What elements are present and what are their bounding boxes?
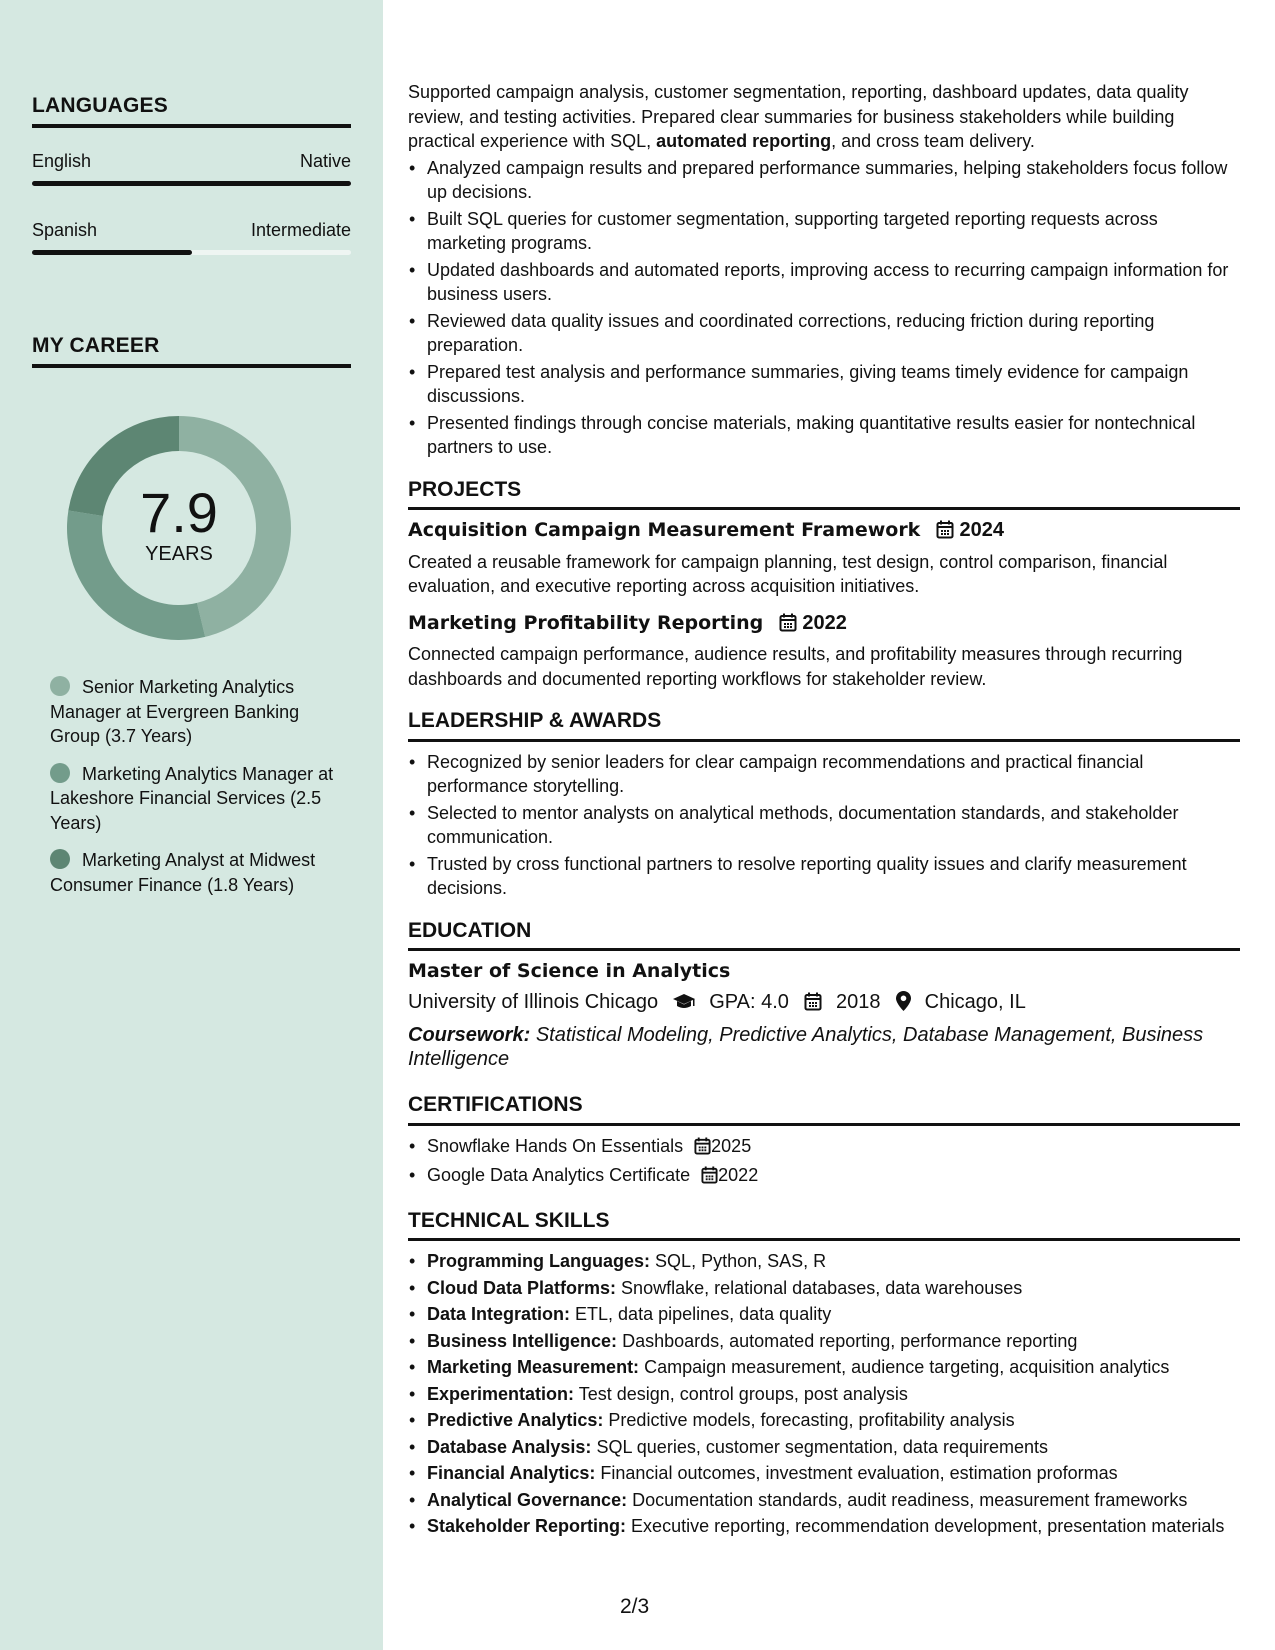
career-item [50,762,340,836]
project-name: Marketing Profitability Reporting [408,611,764,634]
language-bar [32,250,351,255]
skill-label: Programming Languages: [427,1251,651,1271]
career-donut-chart [66,415,292,641]
skill-item [408,1514,1240,1539]
skill-value: Financial outcomes, investment evaluation, estimation proformas [600,1463,1118,1483]
location-pin-icon [896,991,911,1018]
calendar-icon [701,1166,718,1191]
education-gpa: GPA: 4.0 [709,990,789,1013]
language-bar [32,181,351,186]
cert-name: Snowflake Hands On Essentials [427,1135,684,1156]
project-name: Acquisition Campaign Measurement Framework [408,519,921,541]
list-item: • Recognized by senior leaders for clear campaign recommendations and practical financial performance storytelling. [408,750,1240,799]
language-item-spanish [32,220,351,255]
skill-item [408,1249,1240,1274]
graduation-cap-icon [672,993,696,1018]
experience-summary [408,80,1240,154]
language-name: Spanish [32,220,98,240]
project-desc: Connected campaign performance, audience results, and profitability measures through recurring dashboards and documented reporting workflows for stakeholder review. [408,644,1183,689]
calendar-icon [779,613,797,639]
section-rule [408,1123,1240,1126]
skill-label: Analytical Governance: [427,1489,628,1510]
section-rule [408,1238,1240,1241]
list-item: • Presented findings through concise materials, making quantitative results easier for nontechnical partners to use. [408,411,1240,460]
project-year: 2024 [959,519,1004,541]
career-section [32,334,351,368]
career-item-text: Marketing Analytics Manager at Lakeshore Financial Services (2.5 Years) [50,763,334,833]
education-school: University of Illinois Chicago [408,990,659,1013]
education-year: 2018 [836,990,881,1013]
education-location: Chicago, IL [924,990,1026,1013]
skill-value: Dashboards, automated reporting, performance reporting [622,1330,1078,1351]
section-rule [408,739,1240,742]
skills-title: TECHNICAL SKILLS [408,1208,610,1232]
career-item [50,848,340,897]
cert-name: Google Data Analytics Certificate [427,1165,691,1185]
summary-text-end: , and cross team delivery. [831,131,1035,151]
list-item: • Analyzed campaign results and prepared performance summaries, helping stakeholders focus follow up decisions. [408,156,1240,205]
skill-label: Experimentation: [427,1383,575,1404]
language-name: English [32,151,92,171]
skill-value: Campaign measurement, audience targeting, acquisition analytics [644,1357,1170,1377]
coursework-list: Statistical Modeling, Predictive Analytics, Database Management, Business Intelligence [408,1024,1204,1070]
skill-item [408,1329,1240,1354]
skill-value: Predictive models, forecasting, profitability analysis [608,1410,1015,1430]
summary-bold: automated reporting [656,131,832,151]
project-item [408,611,1240,692]
project-year: 2022 [802,611,847,634]
cert-year: 2025 [711,1135,752,1156]
project-item [408,518,1240,599]
skill-item [408,1382,1240,1407]
list-item: • Trusted by cross functional partners to resolve reporting quality issues and clarify measurement decisions. [408,852,1240,901]
career-title: MY CAREER [32,334,160,357]
calendar-icon [694,1137,711,1162]
list-item [408,1163,1240,1191]
skill-item [408,1408,1240,1433]
education-details [408,990,1240,1018]
total-years: 7.9 [140,480,218,544]
skill-label: Marketing Measurement: [427,1357,640,1377]
language-bar-fill [32,181,351,186]
education-title: EDUCATION [408,918,532,942]
skill-value: ETL, data pipelines, data quality [575,1304,832,1324]
list-item: • Reviewed data quality issues and coordinated corrections, reducing friction during reporting preparation. [408,309,1240,358]
skill-value: Executive reporting, recommendation development, presentation materials [631,1516,1225,1536]
skill-label: Data Integration: [427,1304,571,1324]
skill-label: Financial Analytics: [427,1463,596,1483]
page-number: 2/3 [620,1595,650,1618]
leadership-list [408,750,1240,901]
skill-item [408,1461,1240,1486]
skill-item [408,1355,1240,1380]
leadership-title: LEADERSHIP & AWARDS [408,709,662,732]
skill-value: Snowflake, relational databases, data warehouses [621,1277,1023,1298]
coursework-label: Coursework: [408,1024,531,1046]
project-desc: Created a reusable framework for campaign planning, test design, control comparison, financial evaluation, and executive reporting across acquisition initiatives. [408,551,1168,596]
calendar-icon [936,520,954,546]
language-level: Intermediate [250,220,351,240]
career-item-text: Senior Marketing Analytics Manager at Evergreen Banking Group (3.7 Years) [50,677,300,746]
skill-label: Stakeholder Reporting: [427,1516,627,1536]
section-rule [408,507,1240,510]
skill-label: Cloud Data Platforms: [427,1277,617,1298]
languages-rule [32,124,351,128]
languages-section [32,94,351,255]
certifications-title: CERTIFICATIONS [408,1093,583,1116]
skill-item [408,1435,1240,1460]
skill-label: Business Intelligence: [427,1330,618,1351]
skill-label: Predictive Analytics: [427,1410,604,1430]
skill-item [408,1488,1240,1513]
career-dot [50,763,70,783]
language-item-english [32,151,351,186]
list-item: • Built SQL queries for customer segmentation, supporting targeted reporting requests across marketing programs. [408,207,1240,256]
experience-bullets [408,156,1240,460]
career-dot [50,676,70,696]
list-item [408,1134,1240,1162]
sidebar [0,0,383,1650]
education-degree: Master of Science in Analytics [408,960,731,982]
language-bar-fill [32,250,192,255]
skill-item [408,1302,1240,1327]
skill-item [408,1276,1240,1301]
certifications-list [408,1134,1240,1191]
career-rule [32,364,351,368]
skill-label: Database Analysis: [427,1436,592,1457]
summary-text: Supported campaign analysis, customer segmentation, reporting, dashboard updates, data quality review, and testing activities. Prepared clear summaries for business stakeholders while building practical experience with SQL, [408,82,1189,151]
years-label: YEARS [145,542,213,565]
skill-value: Test design, control groups, post analysis [578,1383,908,1404]
skill-value: SQL queries, customer segmentation, data requirements [596,1436,1049,1457]
skills-list [408,1249,1240,1539]
languages-title: LANGUAGES [32,94,168,117]
skill-value: SQL, Python, SAS, R [655,1251,827,1271]
career-list [50,675,340,910]
education-coursework [408,1023,1240,1071]
career-item-text: Marketing Analyst at Midwest Consumer Finance (1.8 Years) [50,850,316,895]
section-rule [408,948,1240,951]
career-dot [50,849,70,869]
projects-title: PROJECTS [408,477,522,501]
language-level: Native [299,151,351,171]
calendar-icon [804,992,822,1018]
cert-year: 2022 [718,1165,759,1185]
skill-value: Documentation standards, audit readiness, measurement frameworks [632,1489,1188,1510]
list-item: • Prepared test analysis and performance summaries, giving teams timely evidence for campaign discussions. [408,360,1240,409]
list-item: • Updated dashboards and automated reports, improving access to recurring campaign information for business users. [408,258,1240,307]
list-item: • Selected to mentor analysts on analytical methods, documentation standards, and stakeholder communication. [408,801,1240,850]
main-content [408,80,1240,1541]
career-item [50,675,340,749]
